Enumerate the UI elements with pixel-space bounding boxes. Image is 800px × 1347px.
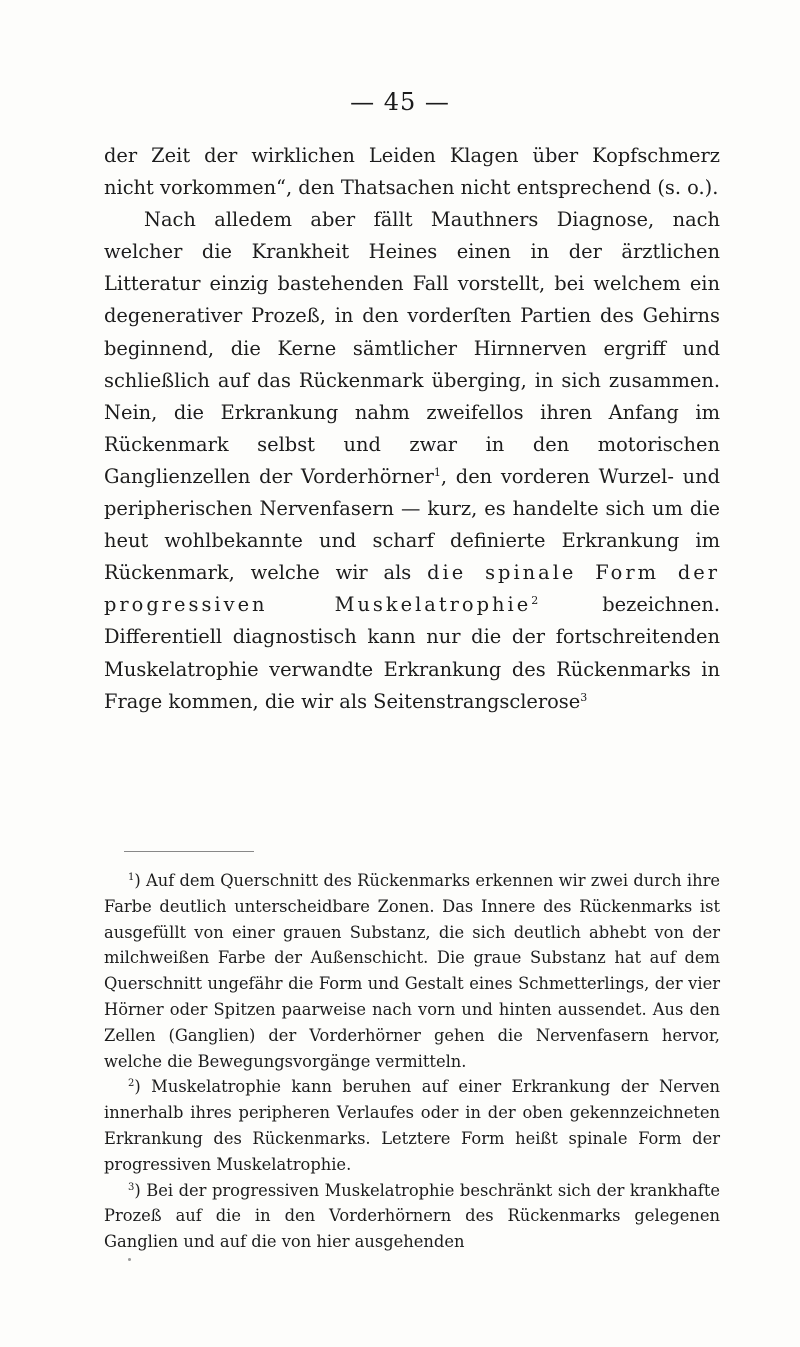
footnote-3: $^3$) Bei der progressiven Muskelatrophie beschränkt sich der krankhafte Prozeß auf die in den Vorderhörnern des Rückenmarks gelegenen Ganglien und auf die von hier ausgehenden xyxy=(104,1180,721,1252)
paragraph-2-text-b: , den vorderen Wurzel- und peripherischen Nervenfasern — kurz, es handelte sich um die heut wohlbekannte und scharf definierte Erkrankung im Rückenmark, welche wir als xyxy=(104,464,720,585)
footnote-1-text: Auf dem Querschnitt des Rückenmarks erkennen wir zwei durch ihre Farbe deutlich unterscheidbare Zonen. Das Innere des Rückenmarks ist ausgefüllt von einer grauen Substanz, die sich deutlich abhebt von der milchweißen Farbe der Außenschicht. Die graue Substanz hat auf dem Querschnitt ungefähr die Form und Gestalt eines Schmetterlings, der vier Hörner oder Spitzen paarweise nach vorn und hinten aussendet. Aus den Zellen (Ganglien) der Vorderhörner gehen die Nervenfasern hervor, welche die Bewegungsvorgänge vermitteln. xyxy=(104,871,720,1071)
spaced-term: die spinale Form der progressiven Muskelatrophie xyxy=(104,561,720,617)
paragraph-1: der Zeit der wirklichen Leiden Klagen über Kopfschmerz nicht vorkommen“, den Thatsachen nicht entsprechend (s. o.). xyxy=(104,144,720,200)
footnote-1-mark: 1 xyxy=(128,872,135,883)
main-text-block xyxy=(104,140,720,718)
footnote-2: $^2$) Muskelatrophie kann beruhen auf einer Erkrankung der Nerven innerhalb ihres peripheren Verlaufes oder in der oben gekennzeichneten Erkrankung des Rückenmarks. Letztere Form heißt spinale Form der progressiven Muskelatrophie. xyxy=(104,1077,720,1174)
paragraph-2-text-a: Nach alledem aber fällt Mauthners Diagnose, nach welcher die Krankheit Heines einen in der ärztlichen Litteratur einzig bastehenden Fall vorstellt, bei welchem ein degenerativer Prozeß, in den vorderſten Partien des Gehirns beginnend, die Kerne sämtlicher Hirnnerven ergriff und schließlich auf das Rückenmark überging, in sich zusammen. Nein, die Erkrankung nahm zweifellos ihren Anfang im Rückenmark selbst und zwar in den motorischen Ganglienzellen der Vorderhörner xyxy=(104,208,720,488)
footnote-3-text: Bei der progressiven Muskelatrophie beschränkt sich der krankhafte Prozeß auf die in den Vorderhörnern des Rückenmarks gelegenen Ganglien und auf die von hier ausgehenden xyxy=(104,1180,721,1252)
footnote-separator xyxy=(124,851,254,852)
footnote-3-mark: 3 xyxy=(128,1181,135,1193)
footnote-1: $^1$) Auf dem Querschnitt des Rückenmarks erkennen wir zwei durch ihre Farbe deutlich unterscheidbare Zonen. Das Innere des Rückenmarks ist ausgefüllt von einer grauen Substanz, die sich deutlich abhebt von der milchweißen Farbe der Außenschicht. Die graue Substanz hat auf dem Querschnitt ungefähr die Form und Gestalt eines Schmetterlings, der vier Hörner oder Spitzen paarweise nach vorn und hinten aussendet. Aus den Zellen (Ganglien) der Vorderhörner gehen die Nervenfasern hervor, welche die Bewegungsvorgänge vermitteln. xyxy=(104,871,720,1071)
paragraph-2-text-c: bezeichnen. Differentiell diagnostisch kann nur die der fortschreitenden Muskelatrophie verwandte Erkrankung des Rückenmarks in Frage kommen, die wir als Seitenstrangsclerose xyxy=(104,593,720,713)
footnote-ref-2: 2 xyxy=(531,594,539,608)
paragraph-2 xyxy=(104,204,720,718)
paper-speck xyxy=(128,1258,131,1261)
footnote-ref-1: 1 xyxy=(433,465,441,479)
footnote-ref-3: 3 xyxy=(580,690,588,704)
footnote-2-mark: 2 xyxy=(128,1078,135,1090)
footnotes-block xyxy=(104,868,720,1255)
page-number-header: — 45 — xyxy=(350,88,450,116)
footnote-2-text: Muskelatrophie kann beruhen auf einer Erkrankung der Nerven innerhalb ihres peripheren Verlaufes oder in der oben gekennzeichneten Erkrankung des Rückenmarks. Letztere Form heißt spinale Form der progressiven Muskelatrophie. xyxy=(104,1077,720,1174)
